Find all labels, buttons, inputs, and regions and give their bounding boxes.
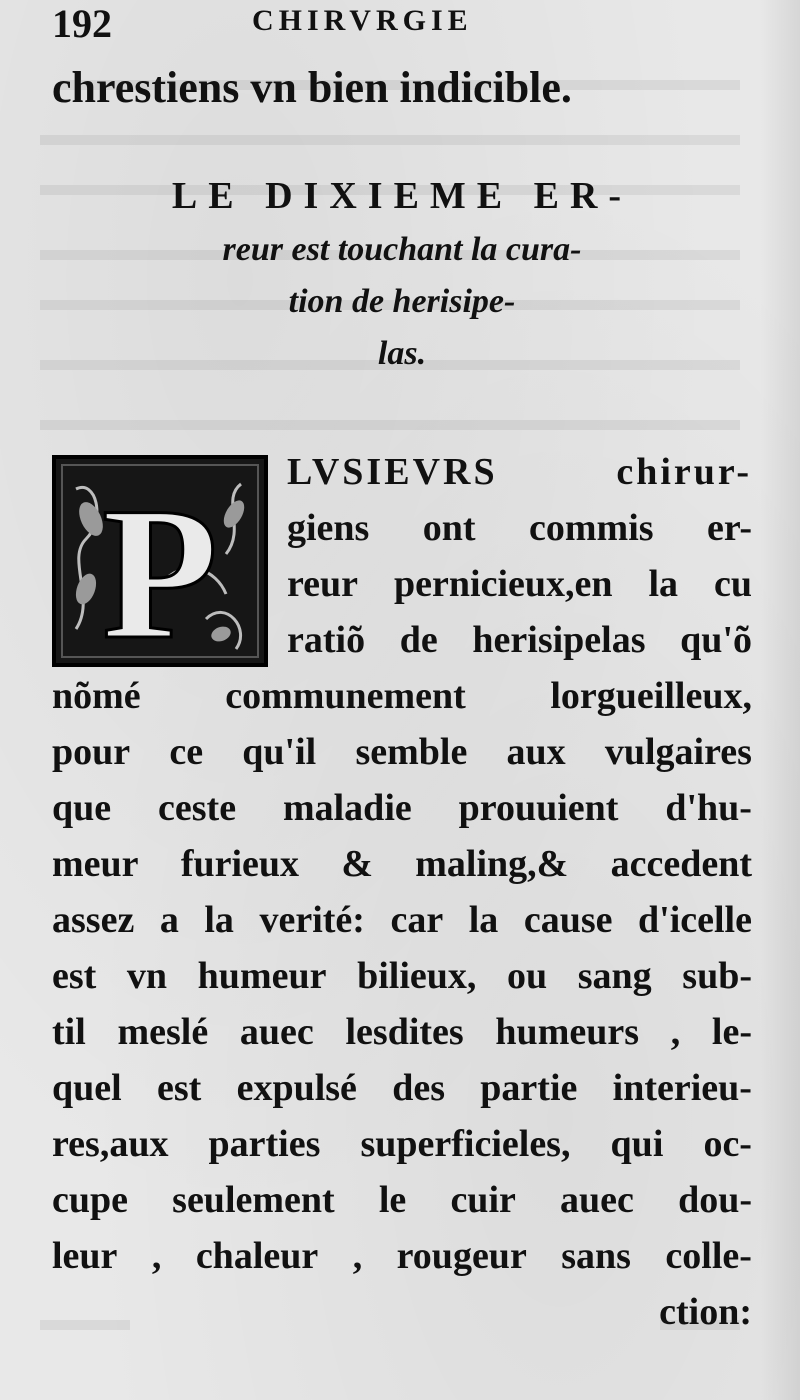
previous-paragraph-end: chrestiens vn bien indicible. (52, 63, 572, 112)
body-line: res,aux parties superficieles, qui oc- (52, 1123, 752, 1165)
body-line: assez a la verité: car la cause d'icelle (52, 899, 752, 941)
body-line: leur , chaleur , rougeur sans colle- (52, 1235, 752, 1277)
body-line: ratiõ de herisipelas qu'õ (287, 619, 752, 661)
body-line: pour ce qu'il semble aux vulgaires (52, 731, 752, 773)
section-title-line-2: reur est touchant la cura- (222, 231, 582, 268)
section-title (52, 168, 752, 380)
section-title-caps: LE DIXIEME ER- (171, 175, 633, 217)
body-line: giens ont commis er- (287, 507, 752, 549)
body-line: est vn humeur bilieux, ou sang sub- (52, 955, 752, 997)
body-line: til meslé auec lesdites humeurs , le- (52, 1011, 752, 1053)
body-line: quel est expulsé des partie interieu- (52, 1067, 752, 1109)
body-line: reur pernicieux,en la cu (287, 563, 752, 605)
body-line: que ceste maladie prouuient d'hu- (52, 787, 752, 829)
body-line-last: ction: (659, 1291, 752, 1333)
body-line: meur furieux & maling,& accedent (52, 843, 752, 885)
body-line: LVSIEVRS chirur- (287, 451, 752, 493)
body-line: cupe seulement le cuir auec dou- (52, 1179, 752, 1221)
page-header (52, 0, 752, 50)
body-line: nõmé communement lorgueilleux, (52, 675, 752, 717)
ornamental-drop-cap (52, 455, 268, 667)
drop-cap-letter: P (101, 469, 219, 663)
section-title-line-4: las. (377, 335, 427, 372)
section-title-line-3: tion de herisipe- (288, 283, 516, 320)
page-edge-shadow (760, 0, 800, 1400)
page-number: 192 (52, 1, 112, 46)
running-head: CHIRVRGIE (252, 4, 473, 37)
